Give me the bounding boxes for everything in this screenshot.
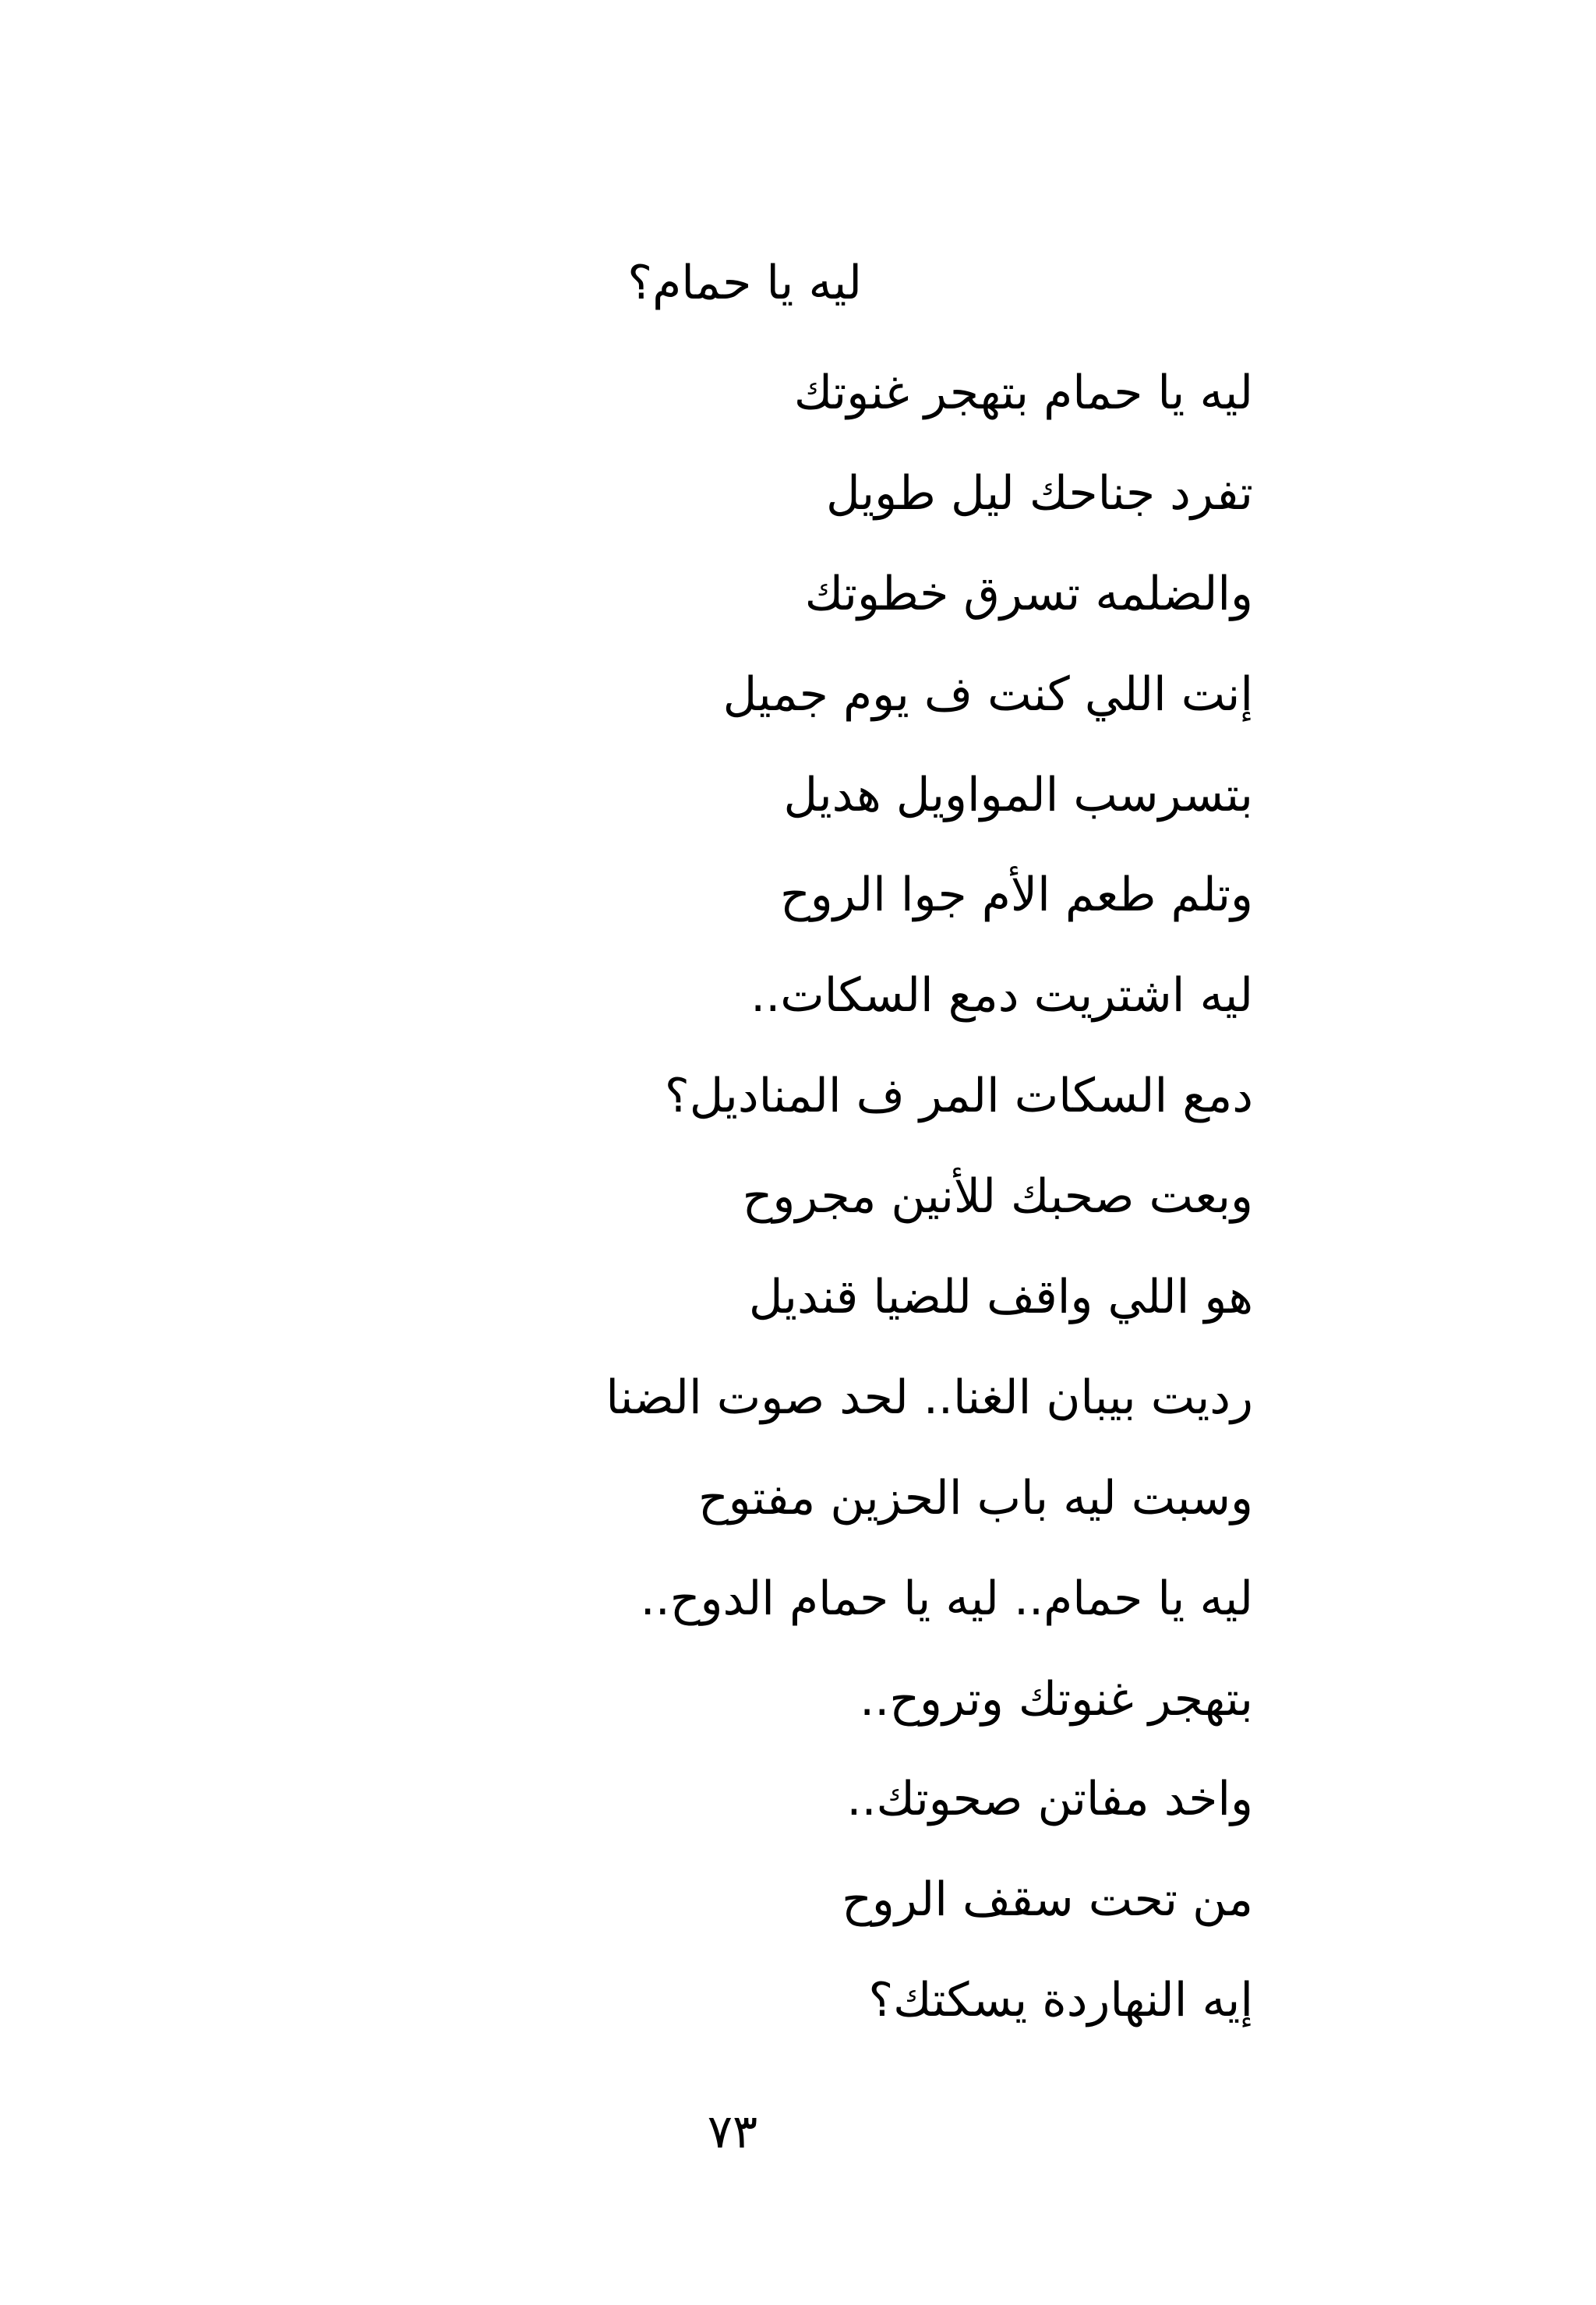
poem-line: ليه يا حمام.. ليه يا حمام الدوح..	[640, 1571, 1253, 1626]
page-number: ٧٣	[707, 2105, 758, 2159]
poem-line: إيه النهاردة يسكتك؟	[868, 1973, 1253, 2028]
poem-line: وسبت ليه باب الحزين مفتوح	[697, 1470, 1253, 1525]
poem-line: واخد مفاتن صحوتك..	[846, 1772, 1253, 1827]
poem-line: والضلمه تسرق خطوتك	[804, 566, 1253, 621]
poem-line: هو اللي واقف للضيا قنديل	[748, 1270, 1253, 1325]
poem-line: رديت بيبان الغنا.. لحد صوت الضنا	[606, 1370, 1253, 1425]
poem-line: وبعت صحبك للأنين مجروح	[742, 1169, 1253, 1225]
poem-line: ليه يا حمام بتهجر غنوتك	[793, 366, 1253, 420]
poem-line: تفرد جناحك ليل طويل	[826, 465, 1253, 521]
poem-line: بتهجر غنوتك وتروح..	[860, 1671, 1253, 1727]
poem-line: من تحت سقف الروح	[842, 1872, 1253, 1928]
poem-line: وتلم طعم الأم جوا الروح	[780, 868, 1253, 923]
poem-line: دمع السكات المر ف المناديل؟	[664, 1069, 1253, 1124]
poem-line: ليه اشتريت دمع السكات..	[750, 968, 1253, 1023]
poem-line: إنت اللي كنت ف يوم جميل	[722, 666, 1253, 722]
poem-line: بتسرسب المواويل هديل	[783, 767, 1253, 822]
poem-title: ليه يا حمام؟	[627, 256, 862, 310]
poem-body	[606, 343, 1253, 2051]
